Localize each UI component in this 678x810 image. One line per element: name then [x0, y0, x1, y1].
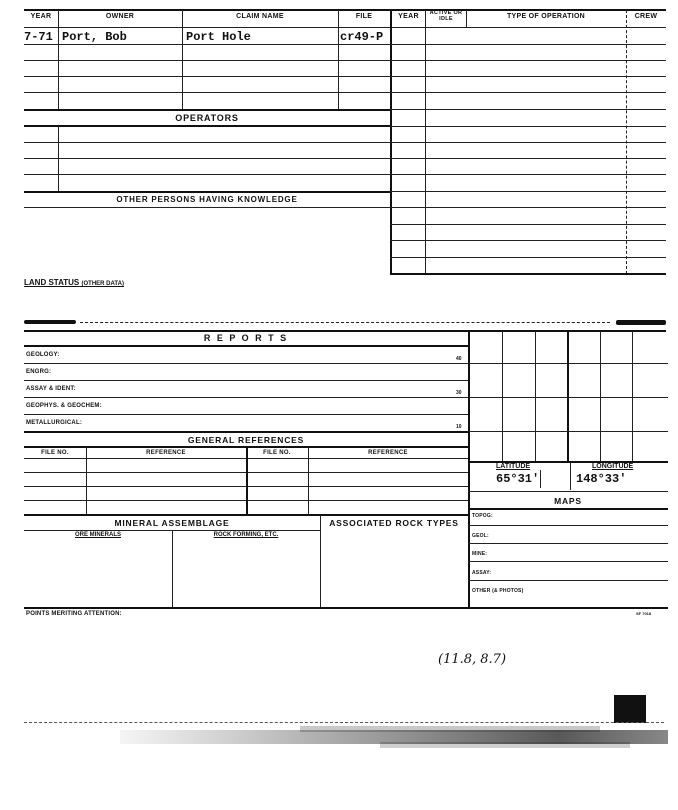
claim-owner: Port, Bob — [62, 30, 127, 44]
map-other-label: OTHER (& PHOTOS) — [472, 588, 524, 594]
claim-year: 7-71 — [24, 30, 53, 44]
black-tab-mark — [614, 695, 646, 723]
operation-row-line — [390, 174, 666, 175]
ref-bottom — [24, 514, 468, 516]
ref-col-divider — [86, 447, 87, 514]
report-label-metallurgical: METALLURGICAL: — [26, 420, 83, 426]
col-header-active-idle: ACTIVE OR IDLE — [429, 10, 463, 22]
grid-col — [632, 331, 633, 461]
claim-name: Port Hole — [186, 30, 251, 44]
header-underline — [24, 27, 666, 28]
form-number: SF 7018 — [636, 611, 652, 616]
operation-row-line — [390, 257, 666, 258]
scan-smudge — [120, 724, 668, 756]
mineral-col-divider — [172, 531, 173, 608]
reports-right-divider — [468, 331, 470, 608]
report-num-assay: 30 — [456, 390, 462, 396]
operation-row-line — [390, 224, 666, 225]
claim-col-divider — [338, 10, 339, 109]
grid-row — [468, 397, 668, 398]
grid-col — [567, 331, 569, 461]
claim-col-divider — [182, 10, 183, 109]
map-assay-label: ASSAY: — [472, 570, 492, 576]
operators-underline — [24, 125, 390, 127]
operator-row-line — [24, 174, 390, 175]
punch-mark-left — [24, 320, 76, 324]
scan-edge-line — [24, 722, 664, 723]
ref-header-file-no-1: FILE NO. — [41, 450, 69, 456]
maps-underline — [468, 508, 668, 510]
claim-col-divider — [58, 10, 59, 109]
operation-row-line — [390, 126, 666, 127]
map-row-line — [468, 561, 668, 562]
operation-row-line — [390, 158, 666, 159]
reports-top-border — [24, 330, 666, 332]
report-row-line — [24, 397, 468, 398]
grid-col — [502, 331, 503, 461]
lat-long-divider — [570, 462, 571, 490]
reports-title-underline — [24, 345, 468, 347]
col-header-claim-name: CLAIM NAME — [236, 13, 284, 20]
ref-col-divider — [246, 447, 248, 514]
ore-minerals-header: ORE MINERALS — [74, 532, 121, 538]
grid-col — [535, 331, 536, 461]
operation-row-line — [390, 207, 666, 208]
operation-row-line — [390, 76, 666, 77]
report-label-geophys: GEOPHYS. & GEOCHEM: — [26, 403, 102, 409]
report-num-geology: 40 — [456, 356, 462, 362]
lower-section-bottom — [24, 607, 668, 609]
report-row-line — [24, 380, 468, 381]
operator-row-line — [24, 158, 390, 159]
reports-title: R E P O R T S — [203, 333, 289, 343]
col-header-op-year: YEAR — [398, 13, 419, 20]
punch-mark-right — [616, 320, 666, 325]
col-header-crew: CREW — [634, 13, 658, 20]
operation-row-line — [390, 240, 666, 241]
ref-header-reference-1: REFERENCE — [146, 450, 186, 456]
land-status-title: LAND STATUS — [24, 278, 80, 287]
map-row-line — [468, 525, 668, 526]
other-persons-title: OTHER PERSONS HAVING KNOWLEDGE — [116, 195, 298, 204]
operation-row-line — [390, 44, 666, 45]
operators-title: OPERATORS — [175, 113, 239, 123]
longitude-label: LONGITUDE — [592, 463, 634, 470]
report-label-engrg: ENGRG: — [26, 369, 52, 375]
claim-row-line — [24, 60, 390, 61]
operation-row-line — [390, 142, 666, 143]
map-topog-label: TOPOG: — [472, 513, 493, 519]
latitude-value: 65°31' — [496, 472, 540, 486]
report-row-line — [24, 363, 468, 364]
ref-header-file-no-2: FILE NO. — [263, 450, 291, 456]
associated-rock-divider — [320, 515, 321, 608]
lat-value-box-right — [540, 470, 541, 488]
land-status-label — [24, 278, 124, 287]
rock-forming-header: ROCK FORMING, ETC. — [213, 532, 279, 538]
general-references-title: GENERAL REFERENCES — [187, 435, 305, 445]
col-header-file: FILE — [355, 13, 373, 20]
op-col-divider — [466, 10, 467, 28]
report-row-line — [24, 414, 468, 415]
claim-table-bottom — [24, 109, 390, 111]
reports-top-rule — [80, 322, 610, 323]
claim-row-line — [24, 92, 390, 93]
operation-row-line — [390, 191, 666, 192]
map-row-line — [468, 580, 668, 581]
col-header-year: YEAR — [30, 13, 52, 20]
lat-long-bottom — [468, 491, 668, 492]
operation-row-line — [390, 109, 666, 110]
mineral-assemblage-title: MINERAL ASSEMBLAGE — [114, 518, 230, 528]
map-row-line — [468, 543, 668, 544]
associated-rock-types-title: ASSOCIATED ROCK TYPES — [329, 518, 459, 528]
operator-row-line — [24, 142, 390, 143]
claim-file: cr49-P — [340, 30, 384, 44]
col-header-type-operation: TYPE OF OPERATION — [506, 13, 586, 20]
grid-row — [468, 363, 668, 364]
map-geol-label: GEOL: — [472, 533, 489, 539]
ref-header-reference-2: REFERENCE — [368, 450, 408, 456]
report-label-geology: GEOLOGY: — [26, 352, 60, 358]
operation-table-bottom — [390, 273, 666, 275]
col-header-owner: OWNER — [105, 13, 135, 20]
report-num-metallurgical: 10 — [456, 424, 462, 430]
operator-col-divider — [58, 126, 59, 191]
operation-row-line — [390, 60, 666, 61]
maps-title: MAPS — [554, 496, 582, 506]
reports-bottom — [24, 431, 468, 433]
top-border — [24, 9, 666, 11]
handwritten-coordinates-note: (11.8, 8.7) — [438, 652, 507, 667]
claim-row-line — [24, 76, 390, 77]
longitude-value: 148°33' — [576, 472, 627, 486]
land-status-subtitle: (OTHER DATA) — [81, 281, 124, 287]
operators-bottom — [24, 191, 390, 193]
other-persons-underline — [24, 207, 390, 208]
claim-row-line — [24, 44, 390, 45]
report-label-assay: ASSAY & IDENT: — [26, 386, 76, 392]
latitude-label: LATITUDE — [496, 463, 531, 470]
grid-col — [600, 331, 601, 461]
grid-row — [468, 431, 668, 432]
map-mine-label: MINE: — [472, 551, 488, 557]
ref-col-divider — [308, 447, 309, 514]
points-meriting-attention-label: POINTS MERITING ATTENTION: — [26, 611, 122, 617]
operation-row-line — [390, 92, 666, 93]
